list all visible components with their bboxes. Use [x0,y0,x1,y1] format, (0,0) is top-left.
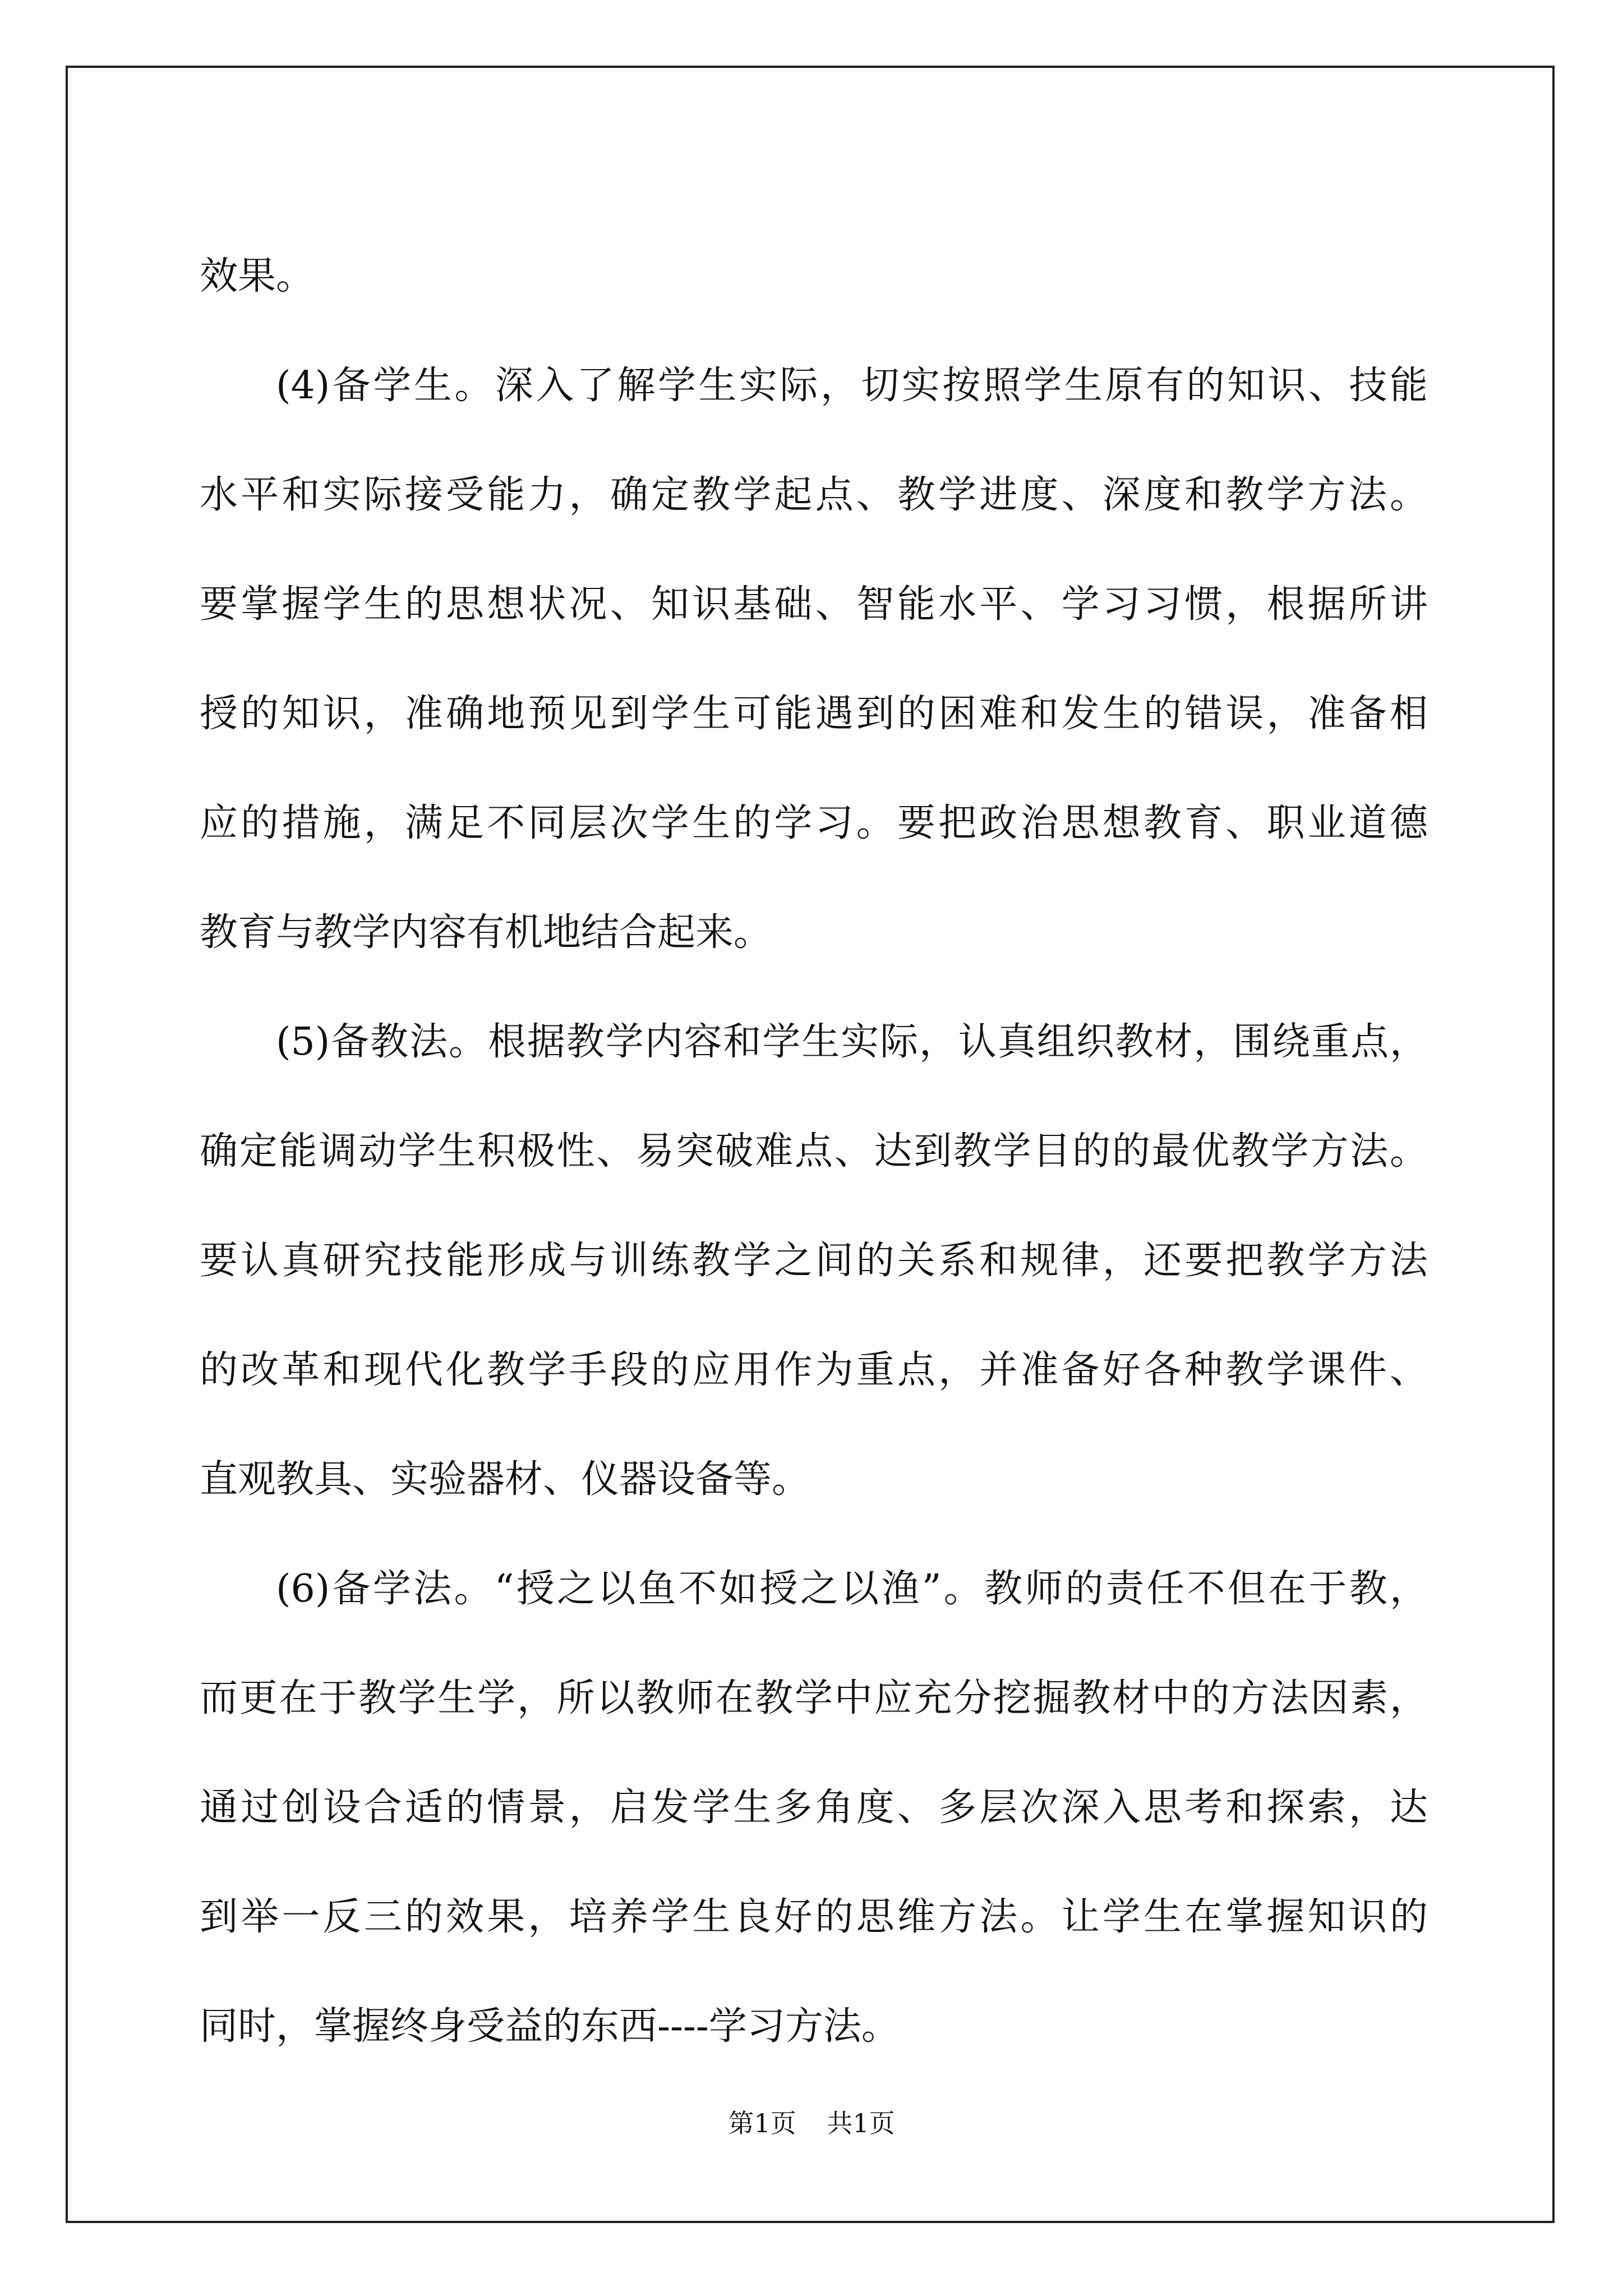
text-line: (6)备学法。“授之以鱼不如授之以渔”。教师的责任不但在于教， [276,1567,1428,1611]
document-body [200,222,1428,2081]
text-line: 到举一反三的效果，培养学生良好的思维方法。让学生在掌握知识的 [200,1895,1428,1939]
text-line: 授的知识，准确地预见到学生可能遇到的困难和发生的错误，准备相 [200,692,1428,736]
page-number: 第1页 [728,2108,796,2138]
paragraph-continuation [200,222,1428,331]
text-line: (5)备教法。根据教学内容和学生实际，认真组织教材，围绕重点， [276,1020,1428,1064]
text-line: 同时，掌握终身受益的东西----学习方法。 [200,2004,900,2049]
text-line: 而更在于教学生学，所以教师在教学中应充分挖掘教材中的方法因素， [200,1676,1428,1720]
text-line: 要掌握学生的思想状况、知识基础、智能水平、学习习惯，根据所讲 [200,582,1428,627]
page-total: 共1页 [827,2108,895,2138]
text-line: 效果。 [200,254,315,298]
text-line: 通过创设合适的情景，启发学生多角度、多层次深入思考和探索，达 [200,1786,1428,1830]
text-line: 应的措施，满足不同层次学生的学习。要把政治思想教育、职业道德 [200,801,1428,845]
paragraph-prepare-learning-methods [200,1534,1428,2081]
text-line: 直观教具、实验器材、仪器设备等。 [200,1457,810,1502]
text-line: 确定能调动学生积极性、易突破难点、达到教学目的的最优教学方法。 [200,1129,1428,1174]
page-footer [0,2106,1623,2140]
paragraph-prepare-teaching-methods [200,987,1428,1534]
text-line: (4)备学生。深入了解学生实际，切实按照学生原有的知识、技能 [276,364,1428,408]
paragraph-prepare-students [200,331,1428,987]
text-line: 的改革和现代化教学手段的应用作为重点，并准备好各种教学课件、 [200,1348,1428,1392]
text-line: 水平和实际接受能力，确定教学起点、教学进度、深度和教学方法。 [200,473,1428,517]
text-line: 要认真研究技能形成与训练教学之间的关系和规律，还要把教学方法 [200,1239,1428,1283]
text-line: 教育与教学内容有机地结合起来。 [200,910,772,955]
